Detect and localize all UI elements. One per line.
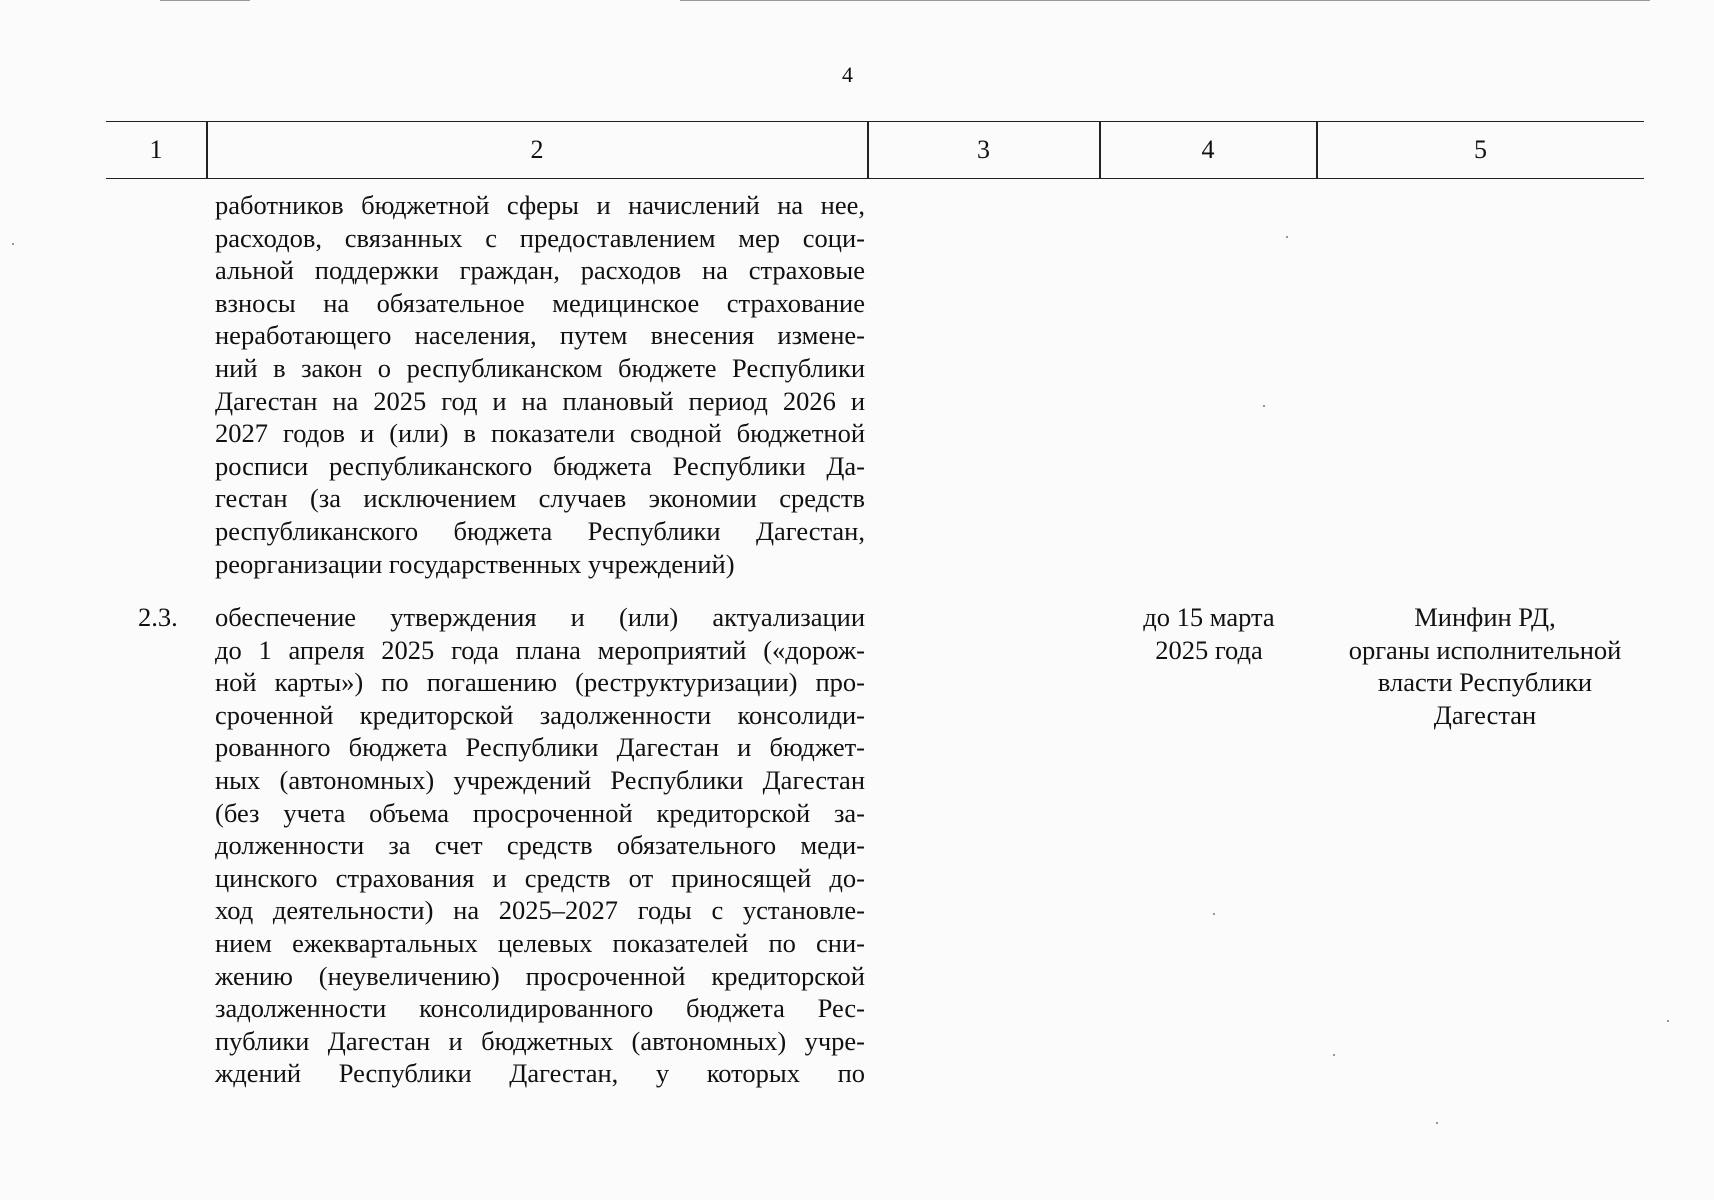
text-line: гестан (за исключением случаев экономии средств bbox=[215, 483, 865, 514]
text-line: органы исполнительной bbox=[1348, 634, 1622, 665]
text-line: обеспечение утверждения и (или) актуализации bbox=[215, 602, 865, 632]
page-number: 4 bbox=[842, 62, 853, 87]
table-header-row bbox=[106, 121, 1644, 179]
text-line: нием ежеквартальных целевых показателей по сни- bbox=[215, 927, 865, 958]
text-line: ход деятельности) на 2025–2027 годы с установле- bbox=[215, 895, 865, 926]
header-cell-3: 3 bbox=[977, 135, 990, 164]
text-line: работников бюджетной сферы и начислений на нее, bbox=[215, 190, 865, 220]
text-line: до 1 апреля 2025 года плана мероприятий («дорож- bbox=[215, 634, 865, 665]
text-line: публики Дагестан и бюджетных (автономных) учре- bbox=[215, 1025, 865, 1056]
text-line: ной карты») по погашению (реструктуризации) про- bbox=[215, 667, 865, 698]
scan-speck bbox=[1667, 1020, 1669, 1022]
text-line: взносы на обязательное медицинское страхование bbox=[215, 287, 865, 318]
scan-speck bbox=[12, 243, 14, 245]
row-2-3-responsible bbox=[1317, 601, 1653, 731]
text-line: росписи республиканского бюджета Республики Да- bbox=[215, 450, 865, 481]
scan-edge-line bbox=[160, 0, 250, 1]
text-line: ных (автономных) учреждений Республики Дагестан bbox=[215, 764, 865, 795]
text-line: 2025 года bbox=[1155, 634, 1263, 665]
text-line: сроченной кредиторской задолженности консолиди- bbox=[215, 699, 865, 730]
text-line: цинского страхования и средств от приносящей до- bbox=[215, 862, 865, 893]
text-line: жению (неувеличению) просроченной кредиторской bbox=[215, 960, 865, 991]
row-2-3-text bbox=[215, 601, 865, 1090]
text-line: расходов, связанных с предоставлением мер соци- bbox=[215, 222, 865, 253]
header-cell-4: 4 bbox=[1201, 135, 1215, 164]
row-continuation-text bbox=[215, 189, 865, 580]
text-line: ждений Республики Дагестан, у которых по bbox=[215, 1058, 865, 1089]
scan-speck bbox=[1263, 405, 1265, 407]
text-line: до 15 марта bbox=[1143, 602, 1275, 632]
header-cell-1: 1 bbox=[149, 135, 163, 164]
text-line: рованного бюджета Республики Дагестан и бюджет- bbox=[215, 732, 865, 763]
scan-speck bbox=[1213, 913, 1215, 915]
scan-speck bbox=[1436, 1122, 1438, 1124]
scan-edge-line bbox=[680, 0, 1650, 1]
text-line: ний в закон о республиканском бюджете Республики bbox=[215, 352, 865, 383]
header-cell-2: 2 bbox=[530, 135, 544, 164]
text-line: Дагестан bbox=[1433, 699, 1537, 730]
scan-speck bbox=[1286, 236, 1288, 238]
text-line: альной поддержки граждан, расходов на страховые bbox=[215, 255, 865, 286]
text-line: власти Республики bbox=[1377, 667, 1593, 698]
row-number-2-3: 2.3. bbox=[138, 602, 178, 632]
text-line: Минфин РД, bbox=[1414, 602, 1556, 632]
text-line: Дагестан на 2025 год и на плановый период 2026 и bbox=[215, 385, 865, 416]
text-line: реорганизации государственных учреждений) bbox=[215, 548, 735, 579]
text-line: долженности за счет средств обязательного меди- bbox=[215, 830, 865, 861]
text-line: 2027 годов и (или) в показатели сводной бюджетной bbox=[215, 418, 865, 449]
row-2-3-deadline bbox=[1100, 601, 1318, 666]
text-line: задолженности консолидированного бюджета Рес- bbox=[215, 993, 865, 1024]
header-cell-5: 5 bbox=[1474, 135, 1487, 164]
text-line: неработающего населения, путем внесения измене- bbox=[215, 320, 865, 351]
text-line: (без учета объема просроченной кредиторской за- bbox=[215, 797, 865, 828]
text-line: республиканского бюджета Республики Дагестан, bbox=[215, 515, 865, 546]
scan-speck bbox=[1333, 1054, 1335, 1056]
